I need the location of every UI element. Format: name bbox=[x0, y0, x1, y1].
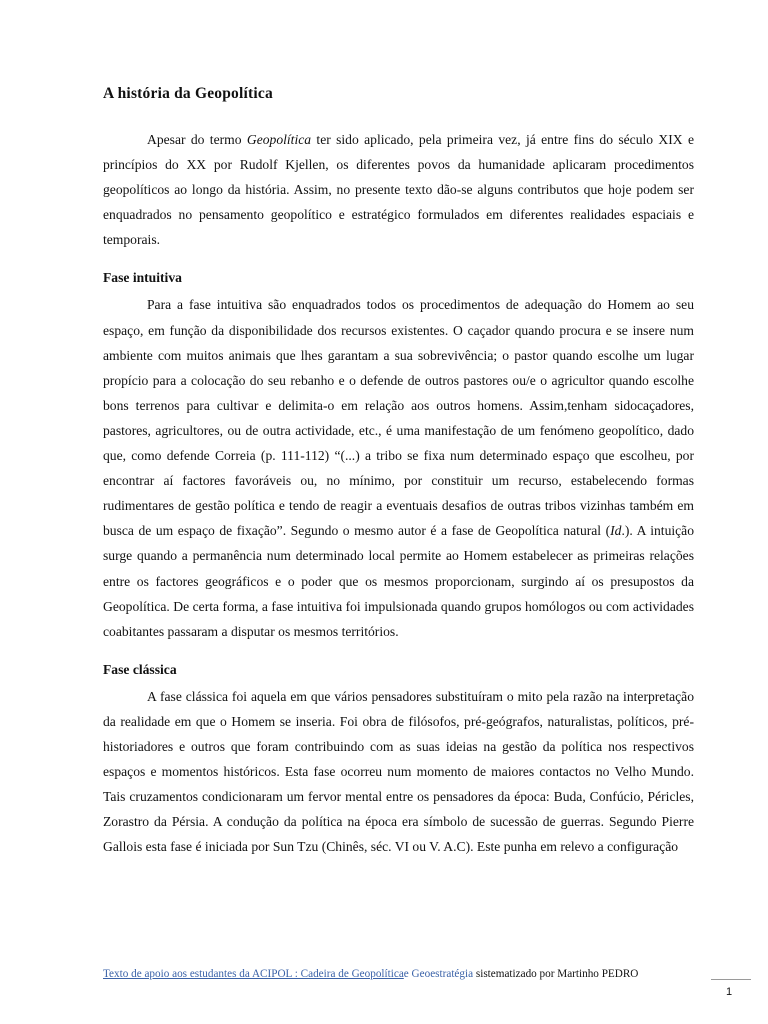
page-number: 1 bbox=[726, 986, 733, 998]
page-footer bbox=[103, 966, 663, 982]
fase-intuitiva-text-2: .). A intuição surge quando a permanência num determinado local permite ao Homem estabelecer as primeiras relações entre os factores geográficos e o poder que os mesmos proporcionam, surgindo aí os presupostos da Geopolítica. De certa forma, a fase intuitiva foi impulsionada quando grupos homólogos ou com actividades coabitantes passaram a disputar os mesmos territórios. bbox=[103, 523, 695, 639]
page-number-divider bbox=[711, 979, 751, 980]
intro-paragraph bbox=[103, 127, 694, 252]
footer-author-text: sistematizado por Martinho PEDRO bbox=[473, 968, 639, 980]
fase-intuitiva-italic: Id bbox=[610, 523, 622, 539]
section-heading-fase-intuitiva: Fase intuitiva bbox=[103, 270, 182, 286]
document-title: A história da Geopolítica bbox=[103, 85, 273, 102]
intro-text-2: ter sido aplicado, pela primeira vez, já entre fins do século XIX e princípios do XX por Rudolf Kjellen, os diferentes povos da humanidade aplicaram procedimentos geopolíticos ao longo da história. Assim, no presente texto dão-se alguns contributos que hoje podem ser enquadrados no pensamento geopolítico e estratégico formulados em diferentes realidades espaciais e temporais. bbox=[103, 132, 694, 248]
footer-link[interactable]: Texto de apoio aos estudantes da ACIPOL : Cadeira de Geopolítica bbox=[103, 968, 404, 980]
fase-intuitiva-text-1: Para a fase intuitiva são enquadrados todos os procedimentos de adequação do Homem ao seu espaço, em função da disponibilidade dos recursos existentes. O caçador quando procura e se insere num ambiente com muitos animais que lhes garantam a sua sobrevivência; o pastor quando escolhe um lugar propício para a colocação do seu rebanho e o defende de outros pastores ou/e o agricultor quando escolhe bons terrenos para cultivar e delimita-o em relação aos outros homens. Assim,tenham sidocaçadores, pastores, agricultores, ou de outra actividade, etc., é uma manifestação de um fenómeno geopolítico, dado que, como defende Correia (p. 111-112) “(...) a tribo se fixa num determinado espaço que escolheu, por encontrar aí factores favoráveis ou, no mínimo, por constituir um recurso, estabelecendo formas rudimentares de gestão política e tendo de reagir a eventuais desafios de outras tribos vizinhas também em busca de um espaço de fixação”. Segundo o mesmo autor é a fase de Geopolítica natural ( bbox=[103, 297, 694, 539]
fase-classica-paragraph: A fase clássica foi aquela em que vários pensadores substituíram o mito pela razão na interpretação da realidade em que o Homem se inseria. Foi obra de filósofos, pré-geógrafos, naturalistas, políticos, pré-historiadores e outros que foram contribuindo com as suas ideias na gestão da política nos respectivos espaços e momentos históricos. Esta fase ocorreu num momento de maiores contactos no Velho Mundo. Tais cruzamentos condicionaram um fervor mental entre os pensadores da época: Buda, Confúcio, Péricles, Zorastro da Pérsia. A condução da política na época era símbolo de sucessão de guerras. Segundo Pierre Gallois esta fase é iniciada por Sun Tzu (Chinês, séc. VI ou V. A.C). Este punha em relevo a configuração bbox=[103, 688, 694, 855]
fase-intuitiva-paragraph bbox=[103, 292, 694, 643]
intro-text-1: Apesar do termo bbox=[147, 132, 247, 147]
footer-blue-text: e Geoestratégia bbox=[403, 968, 474, 980]
section-heading-fase-classica: Fase clássica bbox=[103, 661, 177, 677]
document-body bbox=[103, 84, 694, 859]
intro-italic-term: Geopolítica bbox=[246, 132, 312, 147]
